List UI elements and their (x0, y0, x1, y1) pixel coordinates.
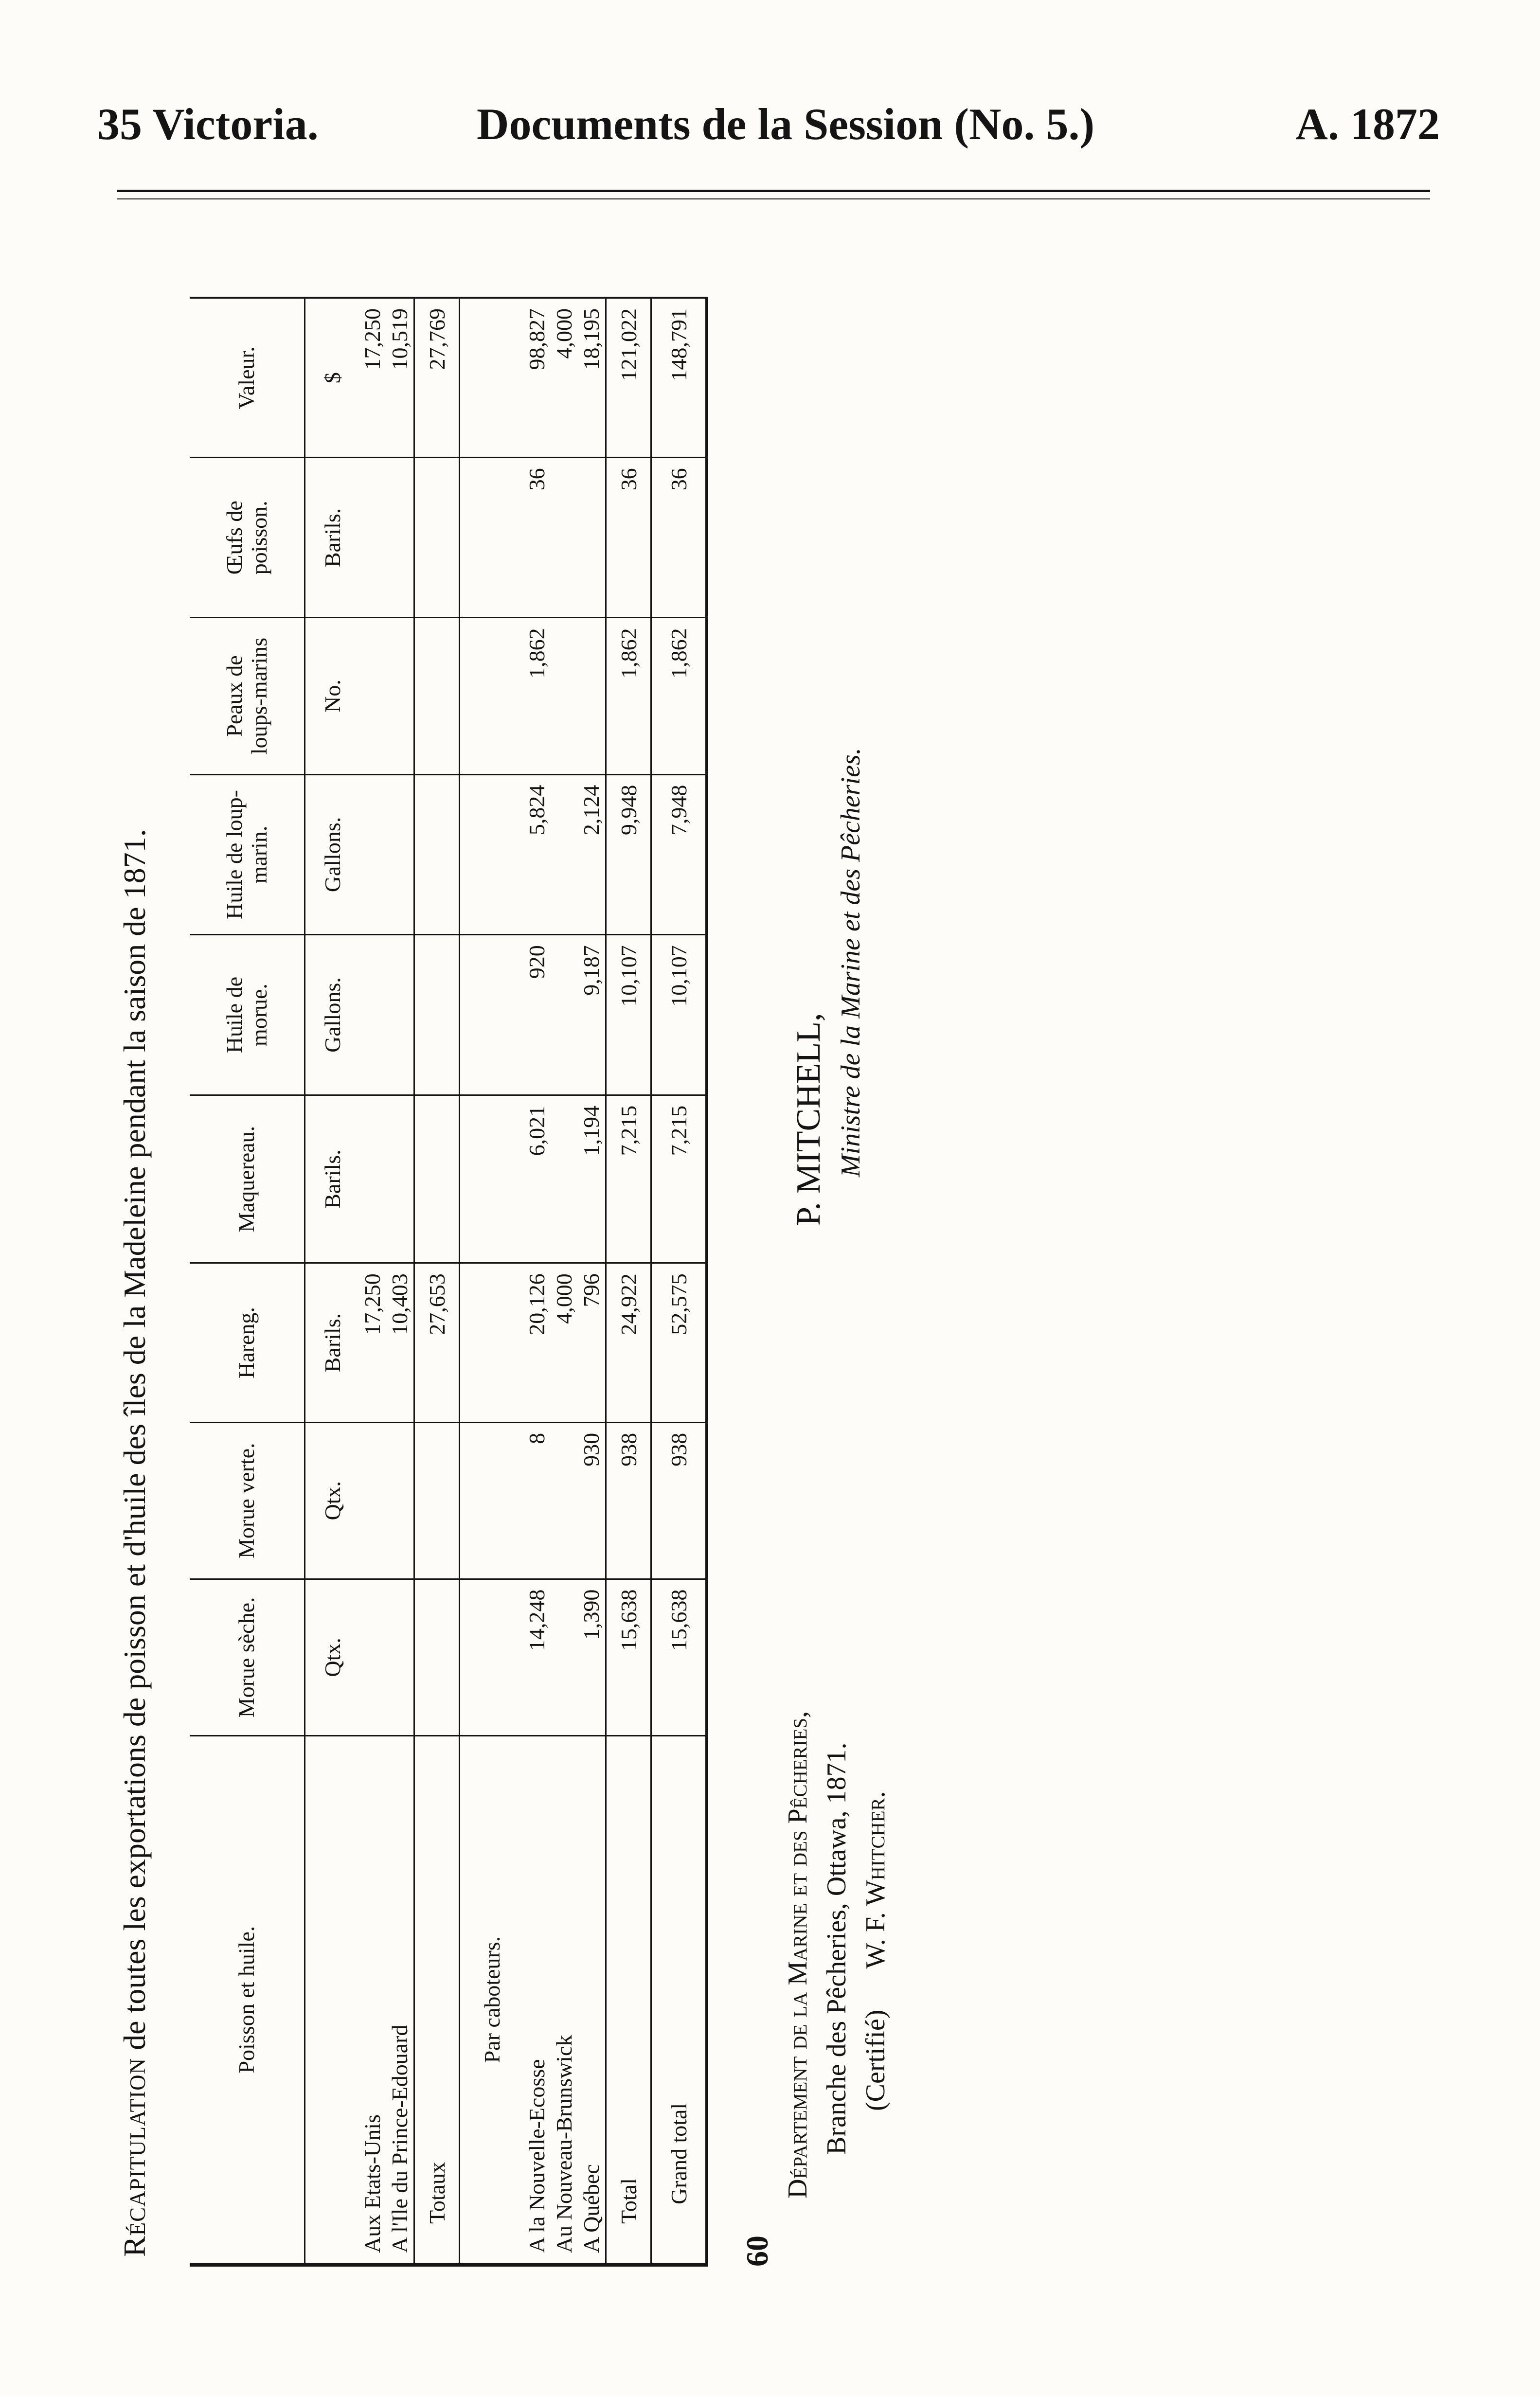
page-header (97, 90, 1440, 158)
cell: 14,248 (523, 1579, 551, 1736)
page-number: 60 (740, 2235, 774, 2267)
cell (386, 1422, 414, 1579)
rotated-page-content (88, 253, 1498, 2296)
cell: 18,195 (578, 298, 606, 458)
header-year: A. 1872 (1295, 99, 1440, 149)
cell: 10,107 (606, 935, 651, 1095)
col-header: Morue sèche. (190, 1579, 305, 1736)
cell (386, 618, 414, 774)
col-header: Huile de loup-marin. (190, 774, 305, 935)
cell: 6,021 (523, 1095, 551, 1263)
col-header: Peaux de loups-marins (190, 618, 305, 774)
cell: 5,824 (523, 774, 551, 935)
cell (414, 458, 460, 618)
row-label: Grand total (651, 1736, 707, 2265)
table-row (386, 298, 414, 2265)
col-header: Valeur. (190, 298, 305, 458)
header-documents: Documents de la Session (No. 5.) (477, 99, 1095, 149)
minister-signature (788, 748, 872, 1226)
row-label: A la Nouvelle-Ecosse (523, 1736, 551, 2265)
cell: 98,827 (523, 298, 551, 458)
cell (386, 935, 414, 1095)
cell: 9,187 (578, 935, 606, 1095)
unit-cell (305, 1736, 359, 2265)
cell: 920 (523, 935, 551, 1095)
header-rule-thin (117, 198, 1430, 199)
cell (386, 774, 414, 935)
grand-total-row (651, 298, 707, 2265)
subheading-row (460, 298, 524, 2265)
cell: 930 (578, 1422, 606, 1579)
cell: 7,215 (606, 1095, 651, 1263)
unit-cell: No. (305, 618, 359, 774)
cell: 17,250 (359, 298, 386, 458)
cell: 15,638 (606, 1579, 651, 1736)
col-header: Maquereau. (190, 1095, 305, 1263)
cell: 20,126 (523, 1263, 551, 1423)
col-header: Œufs de poisson. (190, 458, 305, 618)
cell: 4,000 (551, 298, 578, 458)
cell: 27,653 (414, 1263, 460, 1423)
cell: 7,215 (651, 1095, 707, 1263)
cell: 36 (606, 458, 651, 618)
cell (359, 1422, 386, 1579)
cell (551, 935, 578, 1095)
totaux-row (414, 298, 460, 2265)
cell: 17,250 (359, 1263, 386, 1423)
cell: 24,922 (606, 1263, 651, 1423)
cell (386, 1095, 414, 1263)
row-label: A Québec (578, 1736, 606, 2265)
cell (414, 935, 460, 1095)
cell (551, 774, 578, 935)
col-header: Poisson et huile. (190, 1736, 305, 2265)
table-header-row (190, 298, 305, 2265)
certification-line (856, 1711, 895, 2199)
cell (386, 458, 414, 618)
cell: 1,862 (606, 618, 651, 774)
unit-cell: Qtx. (305, 1579, 359, 1736)
cell (551, 1422, 578, 1579)
cell: 1,194 (578, 1095, 606, 1263)
cell: 15,638 (651, 1579, 707, 1736)
table-row (551, 298, 578, 2265)
unit-cell: $ (305, 298, 359, 458)
certifier-name: W. F. Whitcher. (860, 1791, 891, 1969)
cell: 8 (523, 1422, 551, 1579)
row-label: Aux Etats-Unis (359, 1736, 386, 2265)
cell (578, 458, 606, 618)
cell (551, 1579, 578, 1736)
department-block (778, 1711, 895, 2199)
cell (359, 935, 386, 1095)
units-row (305, 298, 359, 2265)
unit-cell: Barils. (305, 1095, 359, 1263)
department-name: Département de la Marine et des Pêcheries, (783, 1711, 813, 2199)
cell: 10,107 (651, 935, 707, 1095)
cell (578, 618, 606, 774)
cell (551, 1095, 578, 1263)
cell (414, 1422, 460, 1579)
cell (359, 618, 386, 774)
cell: 796 (578, 1263, 606, 1423)
unit-cell: Gallons. (305, 935, 359, 1095)
cell: 10,519 (386, 298, 414, 458)
col-header: Huile de morue. (190, 935, 305, 1095)
row-label: Total (606, 1736, 651, 2265)
col-header: Hareng. (190, 1263, 305, 1423)
cell: 9,948 (606, 774, 651, 935)
cell (414, 1095, 460, 1263)
cell: 10,403 (386, 1263, 414, 1423)
unit-cell: Qtx. (305, 1422, 359, 1579)
cell (359, 1579, 386, 1736)
recapitulation-table (190, 297, 708, 2267)
header-session: 35 Victoria. (97, 99, 319, 149)
unit-cell: Gallons. (305, 774, 359, 935)
certified-label: (Certifié) (860, 2009, 891, 2111)
col-header: Morue verte. (190, 1422, 305, 1579)
cell (414, 618, 460, 774)
cell (414, 1579, 460, 1736)
cell: 7,948 (651, 774, 707, 935)
minister-name: P. MITCHELL, (790, 1013, 827, 1226)
cell (386, 1579, 414, 1736)
table-row (359, 298, 386, 2265)
cell: 52,575 (651, 1263, 707, 1423)
cell (551, 618, 578, 774)
cell: 27,769 (414, 298, 460, 458)
cell (414, 774, 460, 935)
table-row (523, 298, 551, 2265)
cell: 1,390 (578, 1579, 606, 1736)
cell: 4,000 (551, 1263, 578, 1423)
total-row (606, 298, 651, 2265)
cell (359, 1095, 386, 1263)
minister-role: Ministre de la Marine et des Pêcheries. (836, 748, 866, 1177)
cell: 36 (651, 458, 707, 618)
cell: 938 (606, 1422, 651, 1579)
table-title: Récapitulation de toutes les exportations de poisson et d'huile des îles de la Madeleine pendant la saison de 1871. (117, 829, 152, 2257)
row-label: Totaux (414, 1736, 460, 2265)
cell: 121,022 (606, 298, 651, 458)
cell: 36 (523, 458, 551, 618)
row-label: A l'Ile du Prince-Edouard (386, 1736, 414, 2265)
cell (359, 458, 386, 618)
table-row (578, 298, 606, 2265)
cell: 938 (651, 1422, 707, 1579)
cell: 1,862 (651, 618, 707, 774)
cell (551, 458, 578, 618)
cell: 1,862 (523, 618, 551, 774)
unit-cell: Barils. (305, 458, 359, 618)
cell (359, 774, 386, 935)
row-label: Au Nouveau-Brunswick (551, 1736, 578, 2265)
unit-cell: Barils. (305, 1263, 359, 1423)
subheading-caboteurs: Par caboteurs. (460, 1736, 524, 2265)
department-branch: Branche des Pêcheries, Ottawa, 1871. (822, 1742, 852, 2155)
cell: 148,791 (651, 298, 707, 458)
cell: 2,124 (578, 774, 606, 935)
header-rule (117, 190, 1430, 192)
